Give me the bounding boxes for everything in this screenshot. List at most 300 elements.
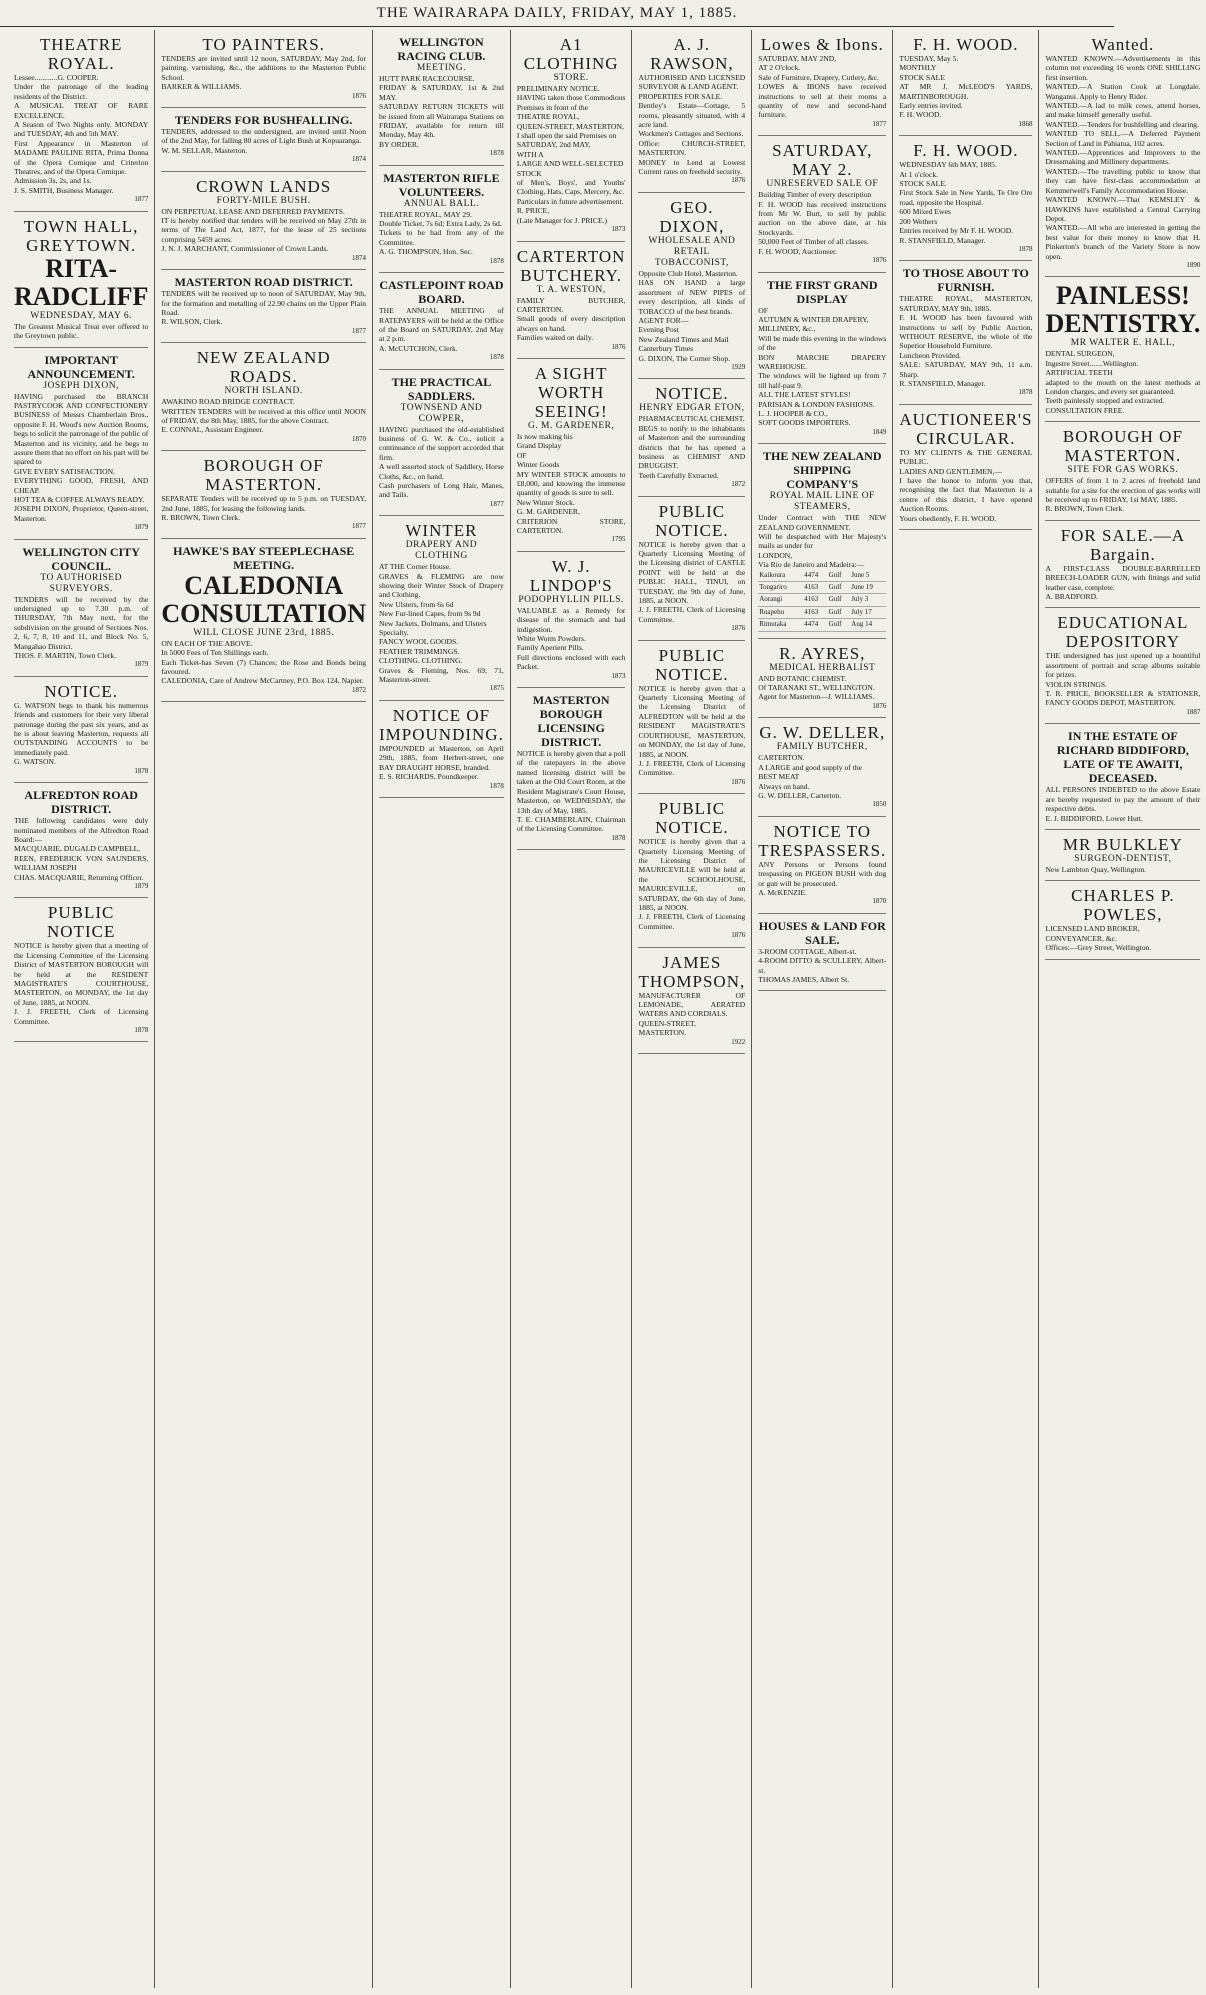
ad-text-line: WANTED TO SELL.—A Deferred Payment Section of Land in Pahiatua, 102 acres. — [1045, 129, 1201, 148]
ad-subheading: ANNUAL BALL. — [403, 198, 480, 209]
advertisement — [14, 783, 148, 898]
ad-text-line: VALUABLE as a Remedy for disease of the stomach and bad indigestion. — [516, 605, 626, 634]
ad-heading: NOTICE TO TRESPASSERS. — [758, 821, 887, 860]
ad-text-line: LARGE AND WELL-SELECTED — [516, 159, 624, 169]
ad-display-title: CALEDONIA CONSULTATION — [161, 570, 367, 628]
ad-text-line: FANCY WOOL GOODS. — [379, 637, 459, 647]
ad-text-line: MACQUARIE, DUGALD CAMPBELL, — [14, 844, 141, 854]
sailing-cell: Aug 14 — [850, 619, 886, 631]
ad-reference-number: 1876 — [872, 701, 887, 710]
ad-text-line: MANUFACTURER OF LEMONADE, AERATED WATERS AND CORDIALS. — [638, 990, 746, 1019]
ad-heading: F. H. WOOD. — [913, 141, 1019, 161]
sailing-cell: 4474 — [803, 619, 827, 631]
ad-text-line: E. S. RICHARDS, Poundkeeper. — [379, 772, 479, 782]
ad-text-line: SATURDAY, MAY 2ND, — [758, 54, 837, 63]
sailing-cell: Ruapehu — [758, 606, 803, 618]
ad-text-line: WANTED.—All who are interested in getting the best value for their money to know that H. Pinkerton's branch of the Variety Store is now open. — [1045, 223, 1201, 261]
ad-text-line: AT MR J. McLEOD'S YARDS, MARTINBOROUGH. — [899, 82, 1033, 101]
ad-subheading: MEDICAL HERBALIST — [769, 662, 876, 673]
advertisement — [638, 641, 745, 794]
ad-subheading: UNRESERVED SALE OF — [766, 179, 879, 190]
ad-heading: PUBLIC NOTICE. — [655, 799, 729, 838]
sailing-cell: 4163 — [803, 606, 827, 618]
ad-heading: WELLINGTON CITY COUNCIL. — [22, 544, 140, 573]
column-8 — [1039, 30, 1206, 1988]
ad-reference-number: 1929 — [731, 362, 746, 371]
ad-text-line: CARTERTON. — [758, 753, 805, 763]
ad-text-line: AGENT FOR— — [638, 315, 689, 325]
ad-subheading: FAMILY BUTCHER, — [776, 742, 868, 753]
ad-text-line: NOTICE is hereby given that a meeting of the Licensing Committee of the Licensing District of MASTERTON BOROUGH will be held at the RESIDENT MAGISTRATE'S COURTHOUSE, MASTERTON, on MONDAY, the 1st day of June, 1885, at NOON. — [14, 941, 149, 1007]
ad-text-line: 600 Mixed Ewes — [899, 207, 951, 217]
ad-reference-number: 1876 — [872, 256, 887, 265]
ad-text-line: F. H. WOOD. — [899, 110, 942, 120]
advertisement — [517, 688, 626, 850]
ad-text-line: Office: CHURCH-STREET, MASTERTON. — [638, 138, 746, 158]
ad-text-line: Ingestre Street.......Wellington. — [1045, 358, 1139, 368]
advertisement — [379, 273, 504, 369]
ad-subheading: WILL CLOSE JUNE 23rd, 1885. — [193, 627, 335, 638]
ad-text-line: AUTHORISED AND LICENSED SURVEYOR & LAND AGENT. — [638, 73, 746, 92]
ad-reference-number: 1870 — [872, 897, 887, 906]
advertisement — [161, 172, 366, 270]
ad-text-line: HUTT PARK RACECOURSE. — [379, 74, 475, 83]
ad-text-line: 50,000 Feet of Timber of all classes. — [758, 237, 869, 247]
column-3 — [373, 30, 511, 1988]
sailing-cell: Rimutaka — [758, 619, 803, 631]
ad-heading: Lowes & Ibons. — [760, 35, 884, 54]
ad-text-line: Workmen's Cottages and Sections. — [638, 129, 744, 139]
ad-reference-number: 1878 — [1018, 244, 1033, 253]
ad-text-line: adapted to the mouth on the latest methods at London charges, and every set guaranteed. — [1045, 377, 1201, 396]
ad-subheading: T. A. WESTON, — [536, 284, 606, 295]
advertisement — [161, 451, 366, 539]
ad-text-line: Teeth painlessly stopped and extracted. — [1045, 396, 1165, 406]
ad-text-line: OF — [516, 450, 527, 460]
advertisement — [638, 30, 745, 193]
ad-heading: BOROUGH OF MASTERTON. — [1062, 427, 1183, 466]
ad-text-line: GRAVES & FLEMING are now showing their Winter Stock of Drapery and Clothing. — [379, 571, 504, 600]
ad-text-line: Grand Display — [516, 441, 562, 451]
ad-heading: TOWN HALL, GREYTOWN. — [23, 216, 139, 255]
ad-text-line: Small goods of every description always on hand. — [516, 314, 626, 333]
ad-text-line: TUESDAY, May 5. — [899, 54, 959, 63]
ad-text-line: BON MARCHE DRAPERY WAREHOUSE. — [758, 352, 887, 371]
ad-heading: IMPORTANT ANNOUNCEMENT. — [27, 352, 135, 381]
ad-text-line: R. STANSFIELD, Manager. — [899, 378, 986, 388]
ad-reference-number: 1868 — [1018, 119, 1033, 128]
ad-text-line: IT is hereby notified that tenders will be received on May 27th in terms of The Land Act, 1877, for the lease of 25 sections comprising 5459 acres. — [161, 216, 367, 244]
ad-text-line: TENDERS are invited until 12 noon, SATURDAY, May 2nd, for painting, varnishing, &c., the additions to the Masterton Public School. — [161, 54, 367, 82]
ad-text-line: THEATRE ROYAL, MASTERTON, SATURDAY, MAY 9th, 1885. — [899, 294, 1033, 313]
ad-text-line: G. WATSON begs to thank his numerous friends and customers for their very liberal patronage during the past six years, and as he is about leaving Masterton, requests all OUTSTANDING ACCOUNTS to be immediately paid. — [14, 700, 149, 757]
advertisement — [1045, 724, 1200, 830]
ad-text-line: WITH A — [516, 149, 544, 159]
ad-heading: G. W. DELLER, — [759, 723, 886, 743]
advertisement — [379, 701, 504, 798]
ad-text-line: Building Timber of every description — [758, 190, 872, 200]
ad-text-line: MONTHLY — [899, 63, 937, 73]
advertisement — [379, 30, 504, 166]
ad-text-line: WRITTEN TENDERS will be received at this office until NOON of FRIDAY, the 8th May, 1885, for the above Contract. — [161, 406, 367, 425]
sailing-cell: 4163 — [803, 594, 827, 606]
ad-text-line: 3-ROOM COTTAGE, Albert-st. — [758, 946, 857, 956]
ad-heading: CARTERTON BUTCHERY. — [516, 246, 626, 285]
ad-heading: HAWKE'S BAY STEEPLECHASE MEETING. — [173, 543, 355, 572]
sailing-cell: 4163 — [803, 582, 827, 594]
ad-text-line: PHARMACEUTICAL CHEMIST, — [638, 414, 745, 424]
ad-text-line: AT 2 O'clock. — [758, 63, 801, 73]
ad-heading: WINTER — [405, 521, 478, 541]
ad-subheading: DRAPERY AND CLOTHING — [405, 540, 478, 562]
ad-text-line: First Stock Sale in New Yards, Te Ore Ore road, opposite the Hospital. — [899, 188, 1033, 207]
ad-text-line: Evening Post — [638, 325, 679, 335]
ad-reference-number: 1876 — [611, 342, 626, 351]
ad-heading: EDUCATIONAL DEPOSITORY — [1057, 613, 1189, 652]
advertisement — [161, 343, 366, 451]
advertisement — [379, 516, 504, 701]
ad-text-line: STOCK SALE. — [899, 179, 947, 189]
advertisement — [638, 497, 745, 641]
ad-text-line: WANTED.—A Station Cook at Longdale. Wanganui. Apply to Henry Rider. — [1045, 82, 1201, 101]
ad-text-line: A LARGE and good supply of the — [758, 762, 863, 772]
advertisement — [14, 677, 148, 783]
advertisement — [14, 212, 148, 348]
ad-text-line: CONVEYANCER, &c. — [1045, 933, 1117, 943]
ad-text-line: HAVING purchased the old-established business of G. W. & Co., solicit a continuance of the support accorded that firm. — [379, 424, 504, 462]
ad-text-line: R. PRICE, — [516, 206, 550, 216]
ad-text-line: J. N. J. MARCHANT, Commissioner of Crown Lands. — [161, 244, 329, 254]
ad-text-line: Entries received by Mr F. H. WOOD. — [899, 226, 1014, 236]
ad-text-line: Graves & Fleming, Nos. 69, 71, Masterton-street. — [379, 665, 504, 685]
column-1 — [8, 30, 155, 1988]
ad-text-line: New Zealand Times and Mail — [638, 334, 729, 344]
ad-subheading: G. M. GARDENER, — [527, 420, 615, 431]
sailing-cell: Tongariro — [758, 582, 803, 594]
ad-text-line: R. BROWN, Town Clerk. — [1045, 504, 1125, 514]
ad-text-line: BEST MEAT — [758, 772, 800, 782]
ad-text-line: Under the patronage of the leading residents of the District. — [14, 82, 149, 101]
ad-text-line: TENDERS will be received by the undersigned up to 7.30 p.m. of THURSDAY, 7th May next, for the subdivision on the ground of Sections Nos. 2, 6, 7, 8, 10 and 11, and Block No. 5, Mangahao District. — [14, 594, 149, 651]
ad-text-line: Particulars in future advertisement. — [516, 196, 624, 206]
sailing-cell: July 17 — [850, 606, 886, 618]
ad-reference-number: 1887 — [1186, 707, 1201, 716]
ad-text-line: MY WINTER STOCK amounts to £8,000, and knowing the immense quantity of goods is sure to sell. — [516, 469, 626, 498]
ad-text-line: A MUSICAL TREAT OF RARE EXCELLENCE. — [14, 101, 149, 120]
ad-text-line: LONDON, — [758, 550, 793, 560]
ad-text-line: WEDNESDAY 6th MAY, 1885. — [899, 160, 997, 170]
ad-text-line: New Jackets, Dolmans, and Ulsters — [379, 618, 487, 628]
advertisement — [758, 136, 886, 272]
ad-text-line: PRELIMINARY NOTICE. — [516, 84, 600, 93]
ad-subheading: TOWNSEND AND COWPER, — [400, 402, 483, 424]
ad-text-line: W. M. SELLAR, Masterton. — [161, 145, 248, 155]
ad-subheading: WEDNESDAY, MAY 6. — [30, 310, 133, 321]
ad-text-line: OFFERS of from 1 to 2 acres of freehold land suitable for a site for the erection of gas works will be received up to FRIDAY, 1st MAY, 1885. — [1045, 476, 1201, 504]
ad-text-line: F. H. WOOD has been favoured with instructions to sell by Public Auction, WITHOUT RESERVE, the whole of the Superior Household Furniture. — [899, 313, 1033, 351]
ad-heading: Wanted. — [1091, 35, 1155, 54]
ad-text-line: NOTICE is hereby given that a Quarterly Licensing Meeting of the Licensing district of CASTLE POINT will be held at the PUBLIC HALL, TINUI, on TUESDAY, the 9th day of June, 1885, at NOON. — [638, 539, 746, 606]
ad-text-line: ON PERPETUAL LEASE AND DEFERRED PAYMENTS. — [161, 206, 345, 216]
ad-subheading: STORE. — [553, 73, 589, 83]
ad-reference-number: 1879 — [134, 881, 149, 890]
masthead: THE WAIRARAPA DAILY, FRIDAY, MAY 1, 1885. — [0, 0, 1114, 27]
column-2 — [155, 30, 373, 1988]
ad-heading: F. H. WOOD. — [913, 35, 1019, 54]
ad-heading: TO THOSE ABOUT TO FURNISH. — [902, 266, 1029, 295]
advertisement — [638, 948, 745, 1054]
advertisement — [14, 348, 148, 540]
ad-text-line: Yours obediently, F. H. WOOD. — [899, 513, 997, 523]
ad-text-line: Agent for Masterton—J. WILLIAMS. — [758, 692, 875, 702]
ad-text-line: R. WILSON, Clerk. — [161, 317, 223, 327]
ad-heading: CROWN LANDS — [196, 176, 332, 196]
ad-heading: PUBLIC NOTICE. — [655, 645, 729, 684]
sailing-cell: July 3 — [850, 594, 886, 606]
ad-reference-number: 1879 — [134, 660, 149, 669]
ad-reference-number: 1795 — [611, 535, 626, 544]
advertisement — [1045, 30, 1200, 277]
ad-heading: NOTICE. — [44, 681, 118, 701]
ad-text-line: I shall open the said Premises on — [516, 131, 617, 141]
ad-reference-number: 1870 — [352, 434, 367, 443]
ad-text-line: STOCK — [516, 168, 542, 178]
ad-text-line: THEATRE ROYAL, MAY 29. — [379, 209, 472, 219]
ad-text-line: ALL PERSONS INDEBTED to the above Estate are hereby requested to pay the amount of their respective debts. — [1045, 785, 1201, 814]
ad-text-line: First Appearance in Masterton of MADAME PAULINE RITA, Prima Donna of the Opera Comique and Criterion Theatres, and of the Opera Comique. — [14, 138, 149, 177]
ad-text-line: WANTED KNOWN.—Advertisements in this column not exceeding 16 words ONE SHILLING first insertion. — [1045, 54, 1201, 82]
ad-heading: NEW ZEALAND ROADS. — [196, 348, 331, 387]
ad-text-line: SATURDAY RETURN TICKETS will be issued from all Wairarapa Stations on FRIDAY, available for return till Monday, May 4th. — [379, 102, 504, 140]
ad-heading: CASTLEPOINT ROAD BOARD. — [379, 278, 504, 307]
ad-reference-number: 1879 — [134, 523, 149, 532]
ad-reference-number: 1878 — [489, 353, 504, 362]
ad-reference-number: 1877 — [872, 119, 887, 128]
ad-reference-number: 1874 — [352, 155, 367, 164]
ad-text-line: A FIRST-CLASS DOUBLE-BARRELLED BREECH-LOADER GUN, with fittings and solid leather case, complete. — [1045, 563, 1201, 592]
sailing-cell: June 5 — [850, 570, 886, 582]
ad-text-line: G. DIXON, The Corner Shop. — [638, 353, 731, 363]
ad-heading: THEATRE ROYAL. — [39, 35, 123, 73]
advertisement — [161, 108, 366, 172]
ad-text-line: G. M. GARDENER, — [516, 507, 580, 517]
ad-text-line: At 1 o'clock. — [899, 169, 939, 179]
ad-text-line: Of TARANAKI ST., WELLINGTON. — [758, 683, 875, 693]
ad-text-line: of Men's, Boys', and Youths' Clothing, Hats, Caps, Mercery, &c. — [516, 178, 626, 197]
ad-text-line: T. R. PRICE, BOOKSELLER & STATIONER, FANCY GOODS DEPOT, MASTERTON. — [1045, 689, 1201, 708]
ad-reference-number: 1877 — [489, 499, 504, 508]
ad-heading: A SIGHT WORTH SEEING! — [534, 363, 608, 421]
ad-text-line: Is now making his — [516, 431, 573, 441]
ad-text-line: HAVING taken those Commodious Premises in front of the — [516, 93, 626, 112]
ad-text-line: The windows will be lighted up from 7 till half-past 9. — [758, 371, 887, 390]
sailing-cell: Gulf — [828, 582, 851, 594]
sailing-row — [758, 582, 886, 594]
advertisement — [1045, 422, 1200, 521]
ad-text-line: PARISIAN & LONDON FASHIONS. — [758, 399, 875, 409]
ad-reference-number: 1876 — [731, 931, 746, 940]
ad-reference-number: 1878 — [611, 833, 626, 842]
ad-text-line: A. McKENZIE. — [758, 887, 807, 897]
ad-text-line: BARKER & WILLIAMS. — [161, 82, 242, 92]
ad-text-line: Winter Goods — [516, 460, 560, 470]
ad-text-line: A. BRADFORD. — [1045, 592, 1098, 602]
ad-text-line: Will be made this evening in the windows of the — [758, 333, 887, 353]
ad-text-line: L. J. HOOPER & CO., — [758, 408, 828, 418]
ad-heading: BOROUGH OF MASTERTON. — [203, 456, 324, 495]
ad-text-line: LOWES & IBONS have received instructions to sell at their rooms a quantity of new and second-hand furniture. — [758, 82, 887, 120]
ad-text-line: R. STANSFIELD, Manager. — [899, 235, 986, 245]
ad-text-line: LICENSED LAND BROKER, — [1045, 924, 1140, 934]
ad-subheading: JOSEPH DIXON, — [43, 380, 119, 391]
ad-subheading: NORTH ISLAND. — [224, 386, 303, 397]
ad-heading: R. AYRES, — [779, 643, 866, 663]
ad-text-line: FRIDAY & SATURDAY, 1st & 2nd MAY. — [379, 83, 504, 102]
ad-reference-number: 1878 — [489, 781, 504, 790]
ad-text-line: ON EACH OF THE ABOVE. — [161, 638, 253, 648]
ad-subheading: ROYAL MAIL LINE OF STEAMERS, — [769, 491, 875, 513]
ad-text-line: Teeth Carefully Extracted. — [638, 470, 719, 480]
ad-heading: GEO. DIXON, — [659, 197, 725, 236]
ad-subheading: FORTY-MILE BUSH. — [216, 195, 311, 206]
column-7 — [893, 30, 1039, 1988]
ad-reference-number: 1876 — [731, 777, 746, 786]
ad-text-line: CALEDONIA, Care of Andrew McCartney, P.O. Box 124, Napier. — [161, 676, 364, 686]
ad-text-line: A well assorted stock of Saddlery, Horse Cloths, &c., on hand. — [379, 462, 504, 481]
ad-reference-number: 1872 — [731, 480, 746, 489]
ad-text-line: New Ulsters, from 6s 6d — [379, 599, 454, 609]
ad-reference-number: 1874 — [352, 253, 367, 262]
ad-text-line: New Lambton Quay, Wellington. — [1045, 864, 1147, 874]
sailing-row — [758, 570, 886, 582]
ad-text-line: AT THE Corner House. — [379, 562, 451, 572]
advertisement — [1045, 881, 1200, 959]
advertisement — [638, 379, 745, 496]
ad-text-line: NOTICE is hereby given that a poll of the ratepayers in the above named licensing district will be taken at the Old Court Room, at the Resident Magistrate's Court House, Masterton, on WEDNESDAY, the 13th day of May, 1885. — [516, 749, 626, 815]
ad-text-line: Lessee............G. COOPER. — [14, 73, 99, 82]
sailing-row — [758, 606, 886, 618]
sailing-row — [758, 594, 886, 606]
ad-reference-number: 1878 — [489, 256, 504, 265]
sailing-cell: Aorangi — [758, 594, 803, 606]
ad-text-line: IMPOUNDED at Masterton, on April 29th, 1885, from Herbert-street, one BAY DRAUGHT HORSE, branded. — [379, 743, 504, 772]
advertisement — [379, 166, 504, 273]
ad-text-line: MONEY to Lend at Lowest Current rates on freehold security. — [638, 157, 746, 177]
ad-heading: JAMES THOMPSON, — [638, 952, 746, 991]
ad-reference-number: 1872 — [352, 685, 367, 694]
ad-text-line: New Winter Stock. — [516, 497, 575, 507]
ad-heading: PUBLIC NOTICE. — [655, 501, 729, 540]
ad-text-line: Each Ticket-has Seven (7) Chances; the Rose and Bonds being favoured. — [161, 657, 367, 676]
advertisement — [758, 817, 886, 914]
ad-text-line: T. E. CHAMBERLAIN, Chairman of the Licensing Committee. — [516, 814, 626, 834]
ad-text-line: STOCK SALE — [899, 72, 945, 82]
ad-heading: THE NEW ZEALAND SHIPPING COMPANY'S — [763, 449, 882, 492]
ad-text-line: CHAS. MACQUARIE, Returning Officer. — [14, 872, 144, 882]
ad-reference-number: 1873 — [611, 225, 626, 234]
advertisement — [899, 405, 1032, 530]
advertisement — [517, 359, 626, 552]
ad-text-line: PROPERTIES FOR SALE. — [638, 91, 723, 101]
ad-text-line: Under Contract with THE NEW ZEALAND GOVERNMENT. — [758, 513, 887, 532]
ad-display-title: PAINLESS! DENTISTRY. — [1045, 281, 1201, 339]
ad-text-line: FAMILY BUTCHER, CARTERTON. — [516, 295, 626, 314]
ad-text-line: HAVING purchased the BRANCH PASTRYCOOK AND CONFECTIONERY BUSINESS of Messrs Chamberlain Bros., opposite F. H. Wood's new Auction Rooms, begs to solicit the patronage of the public of Masterton and its vicinity, and he begs to assure them that no effort on his part will be spared to — [14, 391, 149, 467]
ad-text-line: THE following candidates were duly nominated members of the Alfredton Road Board:— — [14, 816, 149, 844]
advertisement — [1045, 608, 1200, 724]
column-5 — [632, 30, 752, 1988]
advertisement — [379, 370, 504, 517]
ad-text-line: A Season of Two Nights only. MONDAY and TUESDAY, 4th and 5th MAY. — [14, 120, 149, 139]
advertisement — [1045, 830, 1200, 881]
sailing-cell: 4474 — [803, 570, 827, 582]
ad-text-line: CONSULTATION FREE. — [1045, 405, 1125, 415]
ad-heading: A1 CLOTHING — [523, 35, 619, 73]
ad-heading: W. J. LINDOP'S — [529, 556, 613, 595]
ad-text-line: BY ORDER. — [379, 139, 419, 149]
ad-text-line: Will be despatched with Her Majesty's mails as under for — [758, 532, 887, 551]
ad-text-line: The Greatest Musical Treat ever offered to the Greytown public. — [14, 321, 149, 341]
ad-text-line: THE ANNUAL MEETING of RATEPAYERS will be held at the Office of the Board on SATURDAY, 2nd May at 2 p.m. — [379, 306, 504, 344]
ad-text-line: REEN, FREDERICK VON SAUNDERS, WILLIAM JOSEPH — [14, 853, 149, 873]
ad-text-line: Early entries invited. — [899, 101, 963, 111]
advertisement — [758, 444, 886, 638]
advertisement — [899, 136, 1032, 261]
ad-text-line: In 5000 Fees of Ten Shillings each. — [161, 648, 269, 658]
ad-text-line: AWAKINO ROAD BRIDGE CONTRACT. — [161, 397, 295, 407]
advertisement — [161, 30, 366, 108]
ad-text-line: HOT TEA & COFFEE ALWAYS READY. — [14, 494, 145, 504]
ad-text-line: THEATRE ROYAL, — [516, 112, 580, 122]
ad-heading: NOTICE OF IMPOUNDING. — [379, 705, 504, 744]
ad-subheading: TO AUTHORISED SURVEYORS. — [40, 572, 122, 594]
ad-text-line: Canterbury Times — [638, 344, 694, 354]
ad-reference-number: 1878 — [134, 766, 149, 775]
ad-text-line: (Late Manager for J. PRICE.) — [516, 215, 608, 225]
ad-reference-number: 1850 — [872, 800, 887, 809]
ad-heading: PUBLIC NOTICE — [47, 903, 116, 942]
ad-text-line: Opposite Club Hotel, Masterton. — [638, 268, 738, 278]
ad-text-line: WANTED.—A lad to milk cows, attend horses, and make himself generally useful. — [1045, 101, 1201, 120]
ad-text-line: AND BOTANIC CHEMIST. — [758, 673, 847, 683]
advertisement — [517, 242, 626, 359]
advertisement — [899, 261, 1032, 404]
ad-text-line: E. J. BIDDIFORD, Lower Hutt. — [1045, 813, 1143, 823]
ad-text-line: Always on hand. — [758, 781, 810, 791]
ad-heading: CHARLES P. POWLES, — [1071, 886, 1175, 925]
ad-text-line: SEPARATE Tenders will be received up to 5 p.m. on TUESDAY, 2nd June, 1885, for leasing the following lands. — [161, 494, 367, 513]
ad-text-line: TO MY CLIENTS & THE GENERAL PUBLIC. — [899, 447, 1033, 467]
ad-heading: AUCTIONEER'S CIRCULAR. — [899, 409, 1033, 448]
ad-text-line: SATURDAY, 2nd MAY, — [516, 140, 591, 150]
sailing-row — [758, 619, 886, 631]
ad-text-line: QUEEN-STREET, MASTERTON. — [638, 1018, 696, 1038]
ad-heading: WELLINGTON RACING CLUB. — [397, 35, 486, 63]
sailing-cell: Kaikoura — [758, 570, 803, 582]
ad-reference-number: 1878 — [489, 149, 504, 158]
ad-text-line: Tickets to be had from any of the Committee. — [379, 228, 504, 247]
ad-subheading: MEETING. — [416, 63, 466, 73]
advertisement — [14, 30, 148, 212]
ad-heading: MASTERTON ROAD DISTRICT. — [174, 275, 353, 290]
ad-text-line: A. G. THOMPSON, Hon. Sec. — [379, 247, 473, 257]
ad-reference-number: 1876 — [731, 624, 746, 633]
ad-heading: THE FIRST GRAND DISPLAY — [767, 277, 878, 306]
ad-heading: IN THE ESTATE OF RICHARD BIDDIFORD, LATE OF TE AWAITI, DECEASED. — [1056, 729, 1189, 786]
ad-text-line: White Worm Powders. — [516, 634, 586, 644]
ad-text-line: J. J. FREETH, Clerk of Licensing Committee. — [638, 758, 746, 778]
ad-text-line: LADIES AND GENTLEMEN,— — [899, 466, 1003, 476]
